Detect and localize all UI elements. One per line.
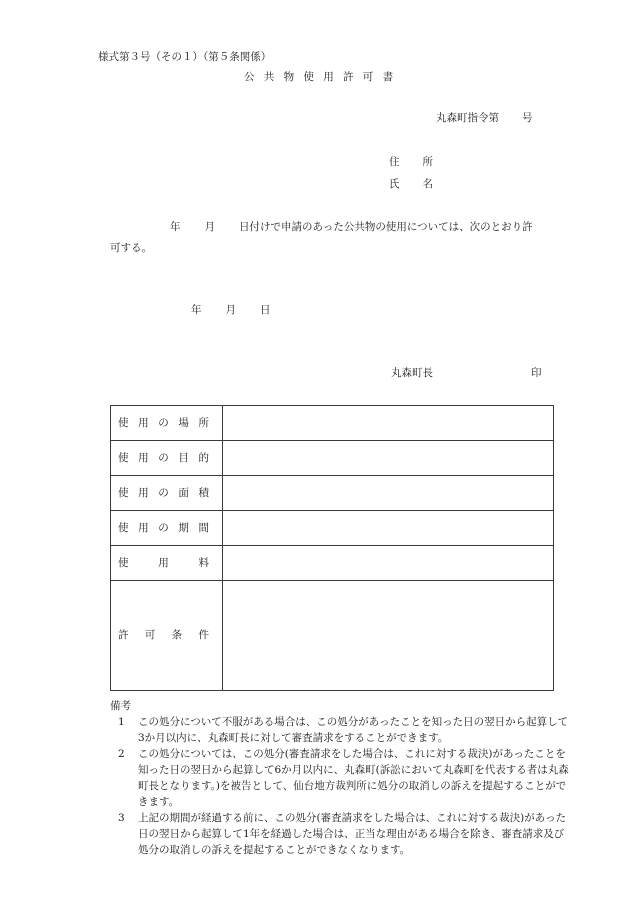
notes-title: 備考 (110, 700, 131, 712)
row-label-text: 使 用 の 場 所 (118, 416, 209, 429)
body-text-line-2: 可する。 (110, 242, 152, 254)
note-item (118, 714, 570, 746)
row-value (223, 406, 554, 441)
body-text: 日付けで申請のあった公共物の使用については、次のとおり許 (239, 221, 533, 233)
issue-date (191, 305, 271, 316)
note-number: 1 (118, 716, 125, 728)
note-text: この処分については、この処分(審査請求をした場合は、これに対する裁決)があったことを知った日の翌日から起算して6か月以内に、丸森町(訴訟において丸森町を代表する者は丸森町長となります。)を被告として、仙台地方裁判所に処分の取消しの訴えを提起することができます。 (138, 748, 569, 808)
row-label-text: 許 可 条 件 (118, 629, 209, 642)
body-text-line-1 (170, 222, 533, 233)
name-label: 氏名 (389, 178, 456, 190)
row-label (111, 546, 223, 581)
permit-number (436, 113, 533, 124)
note-number: 3 (118, 812, 125, 824)
table-row (111, 476, 554, 511)
mayor-name: 丸森町長 (391, 367, 433, 379)
permit-number-suffix: 号 (522, 112, 533, 124)
permit-number-prefix: 丸森町指令第 (436, 112, 499, 124)
table-row (111, 546, 554, 581)
row-label-text: 使 用 料 (118, 556, 209, 569)
row-value (223, 441, 554, 476)
note-text: この処分について不服がある場合は、この処分があったことを知った日の翌日から起算して3か月以内に、丸森町長に対して審査請求をすることができます。 (138, 716, 569, 744)
form-number: 様式第３号（その１）（第５条関係） (98, 51, 272, 63)
note-text: 上記の期間が経過する前に、この処分(審査請求をした場合は、これに対する裁決)があった日の翌日から起算して1年を経過した場合は、正当な理由がある場合を除き、審査請求及び処分の取消しの訴えを提起することができなくなります。 (138, 812, 567, 856)
row-label (111, 441, 223, 476)
row-value (223, 476, 554, 511)
issue-month: 月 (225, 304, 236, 316)
table-row (111, 441, 554, 476)
row-label (111, 511, 223, 546)
address-row (389, 156, 456, 168)
note-number: 2 (118, 748, 125, 760)
row-label-text: 使 用 の 面 積 (118, 486, 209, 499)
issue-day: 日 (260, 304, 271, 316)
body-year: 年 (170, 221, 181, 233)
row-value (223, 581, 554, 691)
address-label: 住所 (389, 156, 456, 168)
name-row (389, 178, 456, 190)
table-row (111, 511, 554, 546)
note-item (118, 810, 570, 858)
permit-detail-table (110, 405, 554, 691)
row-label (111, 476, 223, 511)
page-title: 公共物使用許可書 (244, 71, 403, 83)
body-month: 月 (204, 221, 215, 233)
row-label-text: 使 用 の 目 的 (118, 451, 209, 464)
row-label (111, 406, 223, 441)
row-value (223, 546, 554, 581)
issue-year: 年 (191, 304, 202, 316)
row-label-text: 使 用 の 期 間 (118, 521, 209, 534)
note-item (118, 746, 570, 810)
seal-mark: 印 (531, 367, 542, 379)
row-label (111, 581, 223, 691)
table-row (111, 581, 554, 691)
table-row (111, 406, 554, 441)
row-value (223, 511, 554, 546)
